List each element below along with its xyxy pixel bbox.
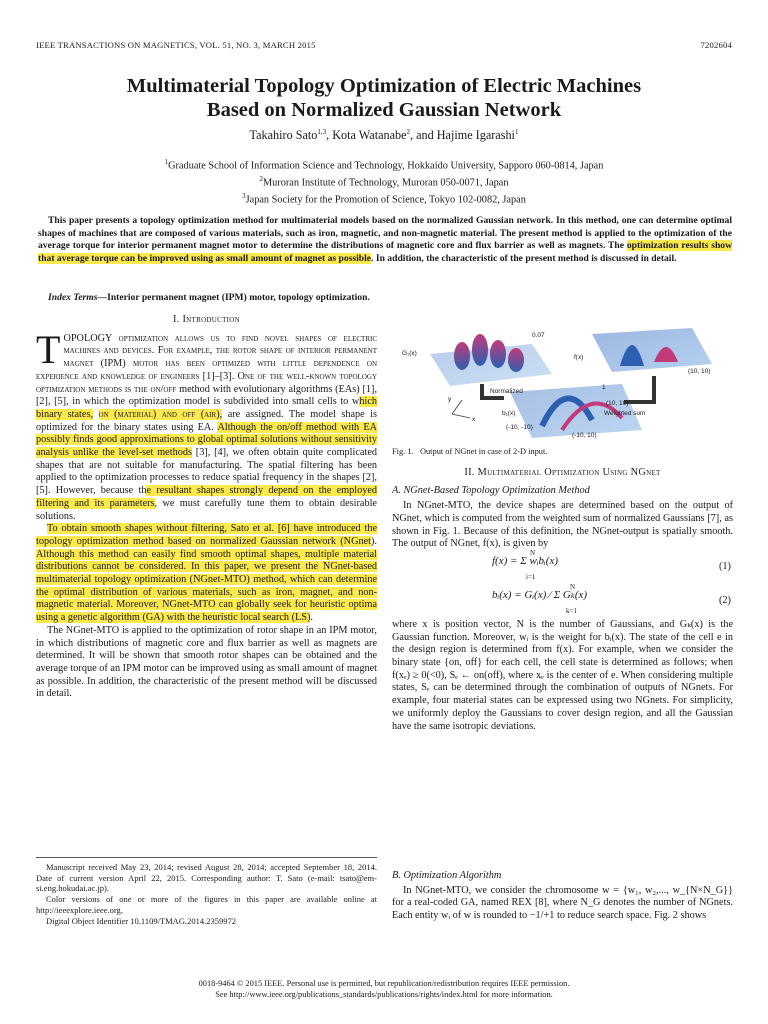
index-terms — [38, 292, 732, 304]
label-g-axis: G₁(x) — [402, 350, 417, 357]
abstract — [38, 215, 732, 265]
equation-2-number: (2) — [718, 594, 731, 606]
label-y: y — [448, 396, 452, 403]
label-one: 1 — [602, 384, 606, 391]
intro-highlight-6: Although this method can easily find smooth optimal shapes, multiple material distributions cannot be considered. In this paper, we present the NGnet-based multimaterial topology optimization (NGnet-MTO) method, which can determine the optimal distribution of various materials, such as iron, magnet, and non-magnetic material. Moreover, NGnet-MTO can globally seek for heuristic optima using a genetic algorithm (GA) with the heuristic local search (LS) — [36, 548, 377, 624]
journal-name: IEEE TRANSACTIONS ON MAGNETICS, VOL. 51, NO. 3, MARCH 2015 — [36, 40, 316, 50]
copyright-notice — [36, 978, 732, 1000]
equation-1-sum-top: N — [530, 548, 536, 557]
intro-p2-b: . — [310, 612, 313, 624]
label-x: x — [472, 416, 476, 423]
footnote-color: Color versions of one or more of the figures in this paper are available online at http://ieeexplore.ieee.org. — [36, 894, 377, 915]
intro-highlight-5: To obtain smooth shapes without filtering, Sato et al. [6] have introduced the topology optimization method based on normalized Gaussian network (NGnet — [36, 523, 377, 547]
figure-1 — [392, 314, 733, 440]
title-line-1: Multimaterial Topology Optimization of Electric Machines — [126, 75, 642, 97]
equation-1-body: f(x) = Σ wᵢbᵢ(x) — [492, 554, 558, 567]
intro-highlight-1: hich binary states, — [36, 396, 377, 420]
equation-2-sum-top: N — [570, 582, 576, 591]
abstract-highlight: optimization results show that average torque can be improved using as small amount of magnet as possible — [38, 240, 733, 264]
intro-paragraph-2 — [36, 523, 377, 625]
subsection-a-heading: A. NGnet-Based Topology Optimization Method — [392, 485, 590, 497]
right-column — [392, 314, 733, 733]
affiliation-3 — [40, 190, 728, 207]
author-3: , and Hajime Igarashi — [410, 128, 515, 143]
affiliation-3-sup: 3 — [242, 192, 246, 201]
affiliation-1-sup: 1 — [164, 158, 169, 166]
gaussian-peak — [472, 334, 488, 366]
affiliation-3-text: Japan Society for the Promotion of Science, Tokyo 102-0082, Japan — [245, 194, 526, 206]
equation-2-sum-bottom: k=1 — [566, 606, 577, 615]
label-peak: 0.07 — [532, 332, 545, 339]
label-point-3: (-10, 10) — [572, 432, 597, 439]
equation-2-body: bᵢ(x) = Gᵢ(x) ⁄ Σ Gₖ(x) — [492, 588, 588, 601]
author-2: , Kota Watanabe — [326, 128, 407, 143]
affiliation-2 — [40, 173, 728, 190]
figure-1-graphic — [392, 314, 733, 440]
footnotes — [36, 857, 377, 926]
gaussian-peak — [490, 340, 506, 368]
figure-1-caption — [392, 446, 733, 459]
label-f-axis: f(x) — [574, 354, 584, 361]
equation-2 — [392, 582, 733, 619]
intro-p1-b: method with evolutionary algorithms (EAs) [1], [2], [5], in which the optimization model is subdivided into small cells to w — [36, 383, 378, 408]
section-2-title: Multimaterial Optimization Using NGnet — [477, 466, 661, 478]
label-point-4: (10, 10) — [688, 368, 711, 375]
equation-1-sum-bottom: i=1 — [526, 572, 536, 581]
page-id: 7202604 — [700, 40, 732, 50]
abstract-text-1: This paper presents a topology optimization method for multimaterial models based on the normalized Gaussian network. In this method, one can determine optimal shapes of machines that are composed of various materials, such as iron, magnetic, and non-magnetic material. The present method is applied to the optimization of the average torque for interior permanent magnet motor to determine the distributions of magnetic core and flux barrier as well as magnets. The — [38, 215, 732, 251]
section-2a-paragraph-1: In NGnet-MTO, the device shapes are determined based on the output of NGnet, which is computed from the weighted sum of normalized Gaussians [7], as shown in Fig. 1. Because of this definition, the NGnet-output is spatially smooth. The output of NGnet, f(x), is given by — [392, 500, 733, 550]
author-list — [40, 128, 728, 143]
author-1: Takahiro Sato — [249, 128, 318, 143]
section-2a-paragraph-2: where x is position vector, N is the number of Gaussians, and Gₖ(x) is the Gaussian function. Moreover, wᵢ is the weight for bᵢ(x). The state of the cell e in the design region is determined from f(x). For example, when we consider the binary state {on, off} for each cell, the cell state is determined as follows; when f(xₑ) ≥ 0(<0), Sₑ ← on(off), where xₑ is the center of e. When considering multiple states, Sₑ can be determined through the combination of outputs of NGnets. For example, four material states can be expressed using two NGnets. For simplicity, we uniformly deploy the Gaussians to cover design region, and all the Gaussian have the same isotropic deviations. — [392, 618, 733, 732]
equation-1 — [392, 548, 733, 585]
intro-p1-d: [3], [4], we often obtain quite complicated shapes that are not suitable for manufacturing. The spatial filtering has been applied to the optimization processes to reduce spatial frequency in the shapes [2], [5]. However, because th — [36, 447, 378, 497]
intro-highlight-3: Although the on/off method with EA possibly finds good approximations to global optimal solutions without sensitivity analysis unlike the level-set methods — [36, 421, 378, 459]
label-b-axis: b₁(x) — [502, 410, 516, 417]
section-1-heading — [36, 314, 377, 327]
intro-p2-a: ). — [371, 535, 377, 547]
intro-p1-onoff: on/off — [150, 383, 177, 395]
subsection-b-heading: B. Optimization Algorithm — [392, 870, 502, 881]
author-3-sup: 1 — [514, 128, 519, 136]
figure-1-caption-text: Output of NGnet in case of 2-D input. — [419, 447, 548, 456]
arrow-weighted — [624, 376, 654, 402]
label-normalized: Normalized — [490, 388, 523, 395]
intro-paragraph-3: The NGnet-MTO is applied to the optimization of rotor shape in an IPM motor, in which distributions of magnetic core and flux barrier as well as magnets are determined. It will be shown that smooth rotor shapes can be obtained and the average torque of an IPM motor can be improved using as small amount of magnet as possible. In addition, the characteristic of the present method will be discussed in detail. — [36, 624, 377, 700]
intro-p1-c: are assigned. The model shape is optimized for the binary states using EA. — [36, 408, 378, 433]
intro-highlight-2: on (material) and off (air), — [98, 408, 223, 420]
intro-paragraph-1 — [36, 326, 378, 524]
section-1-number: I. — [172, 314, 180, 325]
subsection-b — [392, 868, 733, 923]
abstract-text-2: . In addition, the characteristic of the present method is discussed in detail. — [371, 252, 677, 264]
affiliation-1 — [40, 156, 728, 173]
paper-title — [40, 74, 728, 122]
subsection-b-paragraph: In NGnet-MTO, we consider the chromosome w = {w₁, w₂,..., w_{N×N_G}} for a real-coded GA, named REX [8], where N_G denotes the number of NGnets. Each entity wᵢ of w is rounded to −1/+1 to reduce search space. Fig. 2 shows — [392, 884, 733, 922]
author-1-sup: 1,3 — [317, 128, 327, 136]
figure-1-caption-label: Fig. 1. — [392, 447, 414, 456]
left-column — [36, 314, 377, 701]
section-2-heading — [392, 467, 733, 480]
footnote-doi: Digital Object Identifier 10.1109/TMAG.2014.2359972 — [46, 915, 236, 926]
index-terms-text: Interior permanent magnet (IPM) motor, topology optimization. — [107, 292, 370, 303]
footnote-manuscript: Manuscript received May 23, 2014; revised August 28, 2014; accepted September 18, 2014. Date of current version April 22, 2015. Corresponding author: T. Sato (e-mail: tsato@em-si.eng.hokudai.ac.jp). — [36, 862, 377, 894]
intro-p1-a: OPOLOGY optimization allows us to find novel shapes of electric machines and devices. For example, the rotor shape of interior permanent magnet (IPM) motor has been optimized with little dependence on experience and knowledge of engineers [1]–[3]. One of the well-known topology optimization methods is the — [36, 332, 377, 395]
section-1-title: Introduction — [182, 314, 241, 325]
gaussian-peak — [454, 342, 470, 370]
affiliation-1-text: Graduate School of Information Science and Technology, Hokkaido University, Sapporo 060-0814, Japan — [168, 160, 604, 172]
title-line-2: Based on Normalized Gaussian Network — [206, 99, 562, 121]
affiliation-2-text: Muroran Institute of Technology, Muroran 050-0071, Japan — [263, 177, 509, 189]
axis-line — [452, 414, 470, 418]
index-terms-label: Index Terms— — [48, 292, 108, 303]
intro-p1-e: , we must carefully tune them to obtain desirable solutions. — [36, 497, 377, 522]
label-weighted: Weighted sum — [604, 410, 646, 417]
running-head — [36, 40, 732, 50]
label-point-1: (10, 10) — [606, 400, 629, 407]
affiliations — [40, 156, 728, 207]
dropcap: T — [36, 326, 61, 372]
author-2-sup: 2 — [406, 128, 411, 136]
gaussian-peak — [508, 348, 524, 372]
label-point-2: (-10, -10) — [506, 424, 533, 431]
intro-highlight-4: e resultant shapes strongly depend on the employed filtering and its parameters — [36, 485, 377, 509]
axis-line — [452, 400, 462, 414]
section-2-number: II. — [464, 466, 475, 478]
affiliation-2-sup: 2 — [259, 175, 263, 184]
equation-1-number: (1) — [718, 560, 731, 572]
copyright-line-2: See http://www.ieee.org/publications_standards/publications/rights/index.html for more information. — [215, 990, 553, 999]
copyright-line-1: 0018-9464 © 2015 IEEE. Personal use is permitted, but republication/redistribution requires IEEE permission. — [198, 979, 570, 988]
